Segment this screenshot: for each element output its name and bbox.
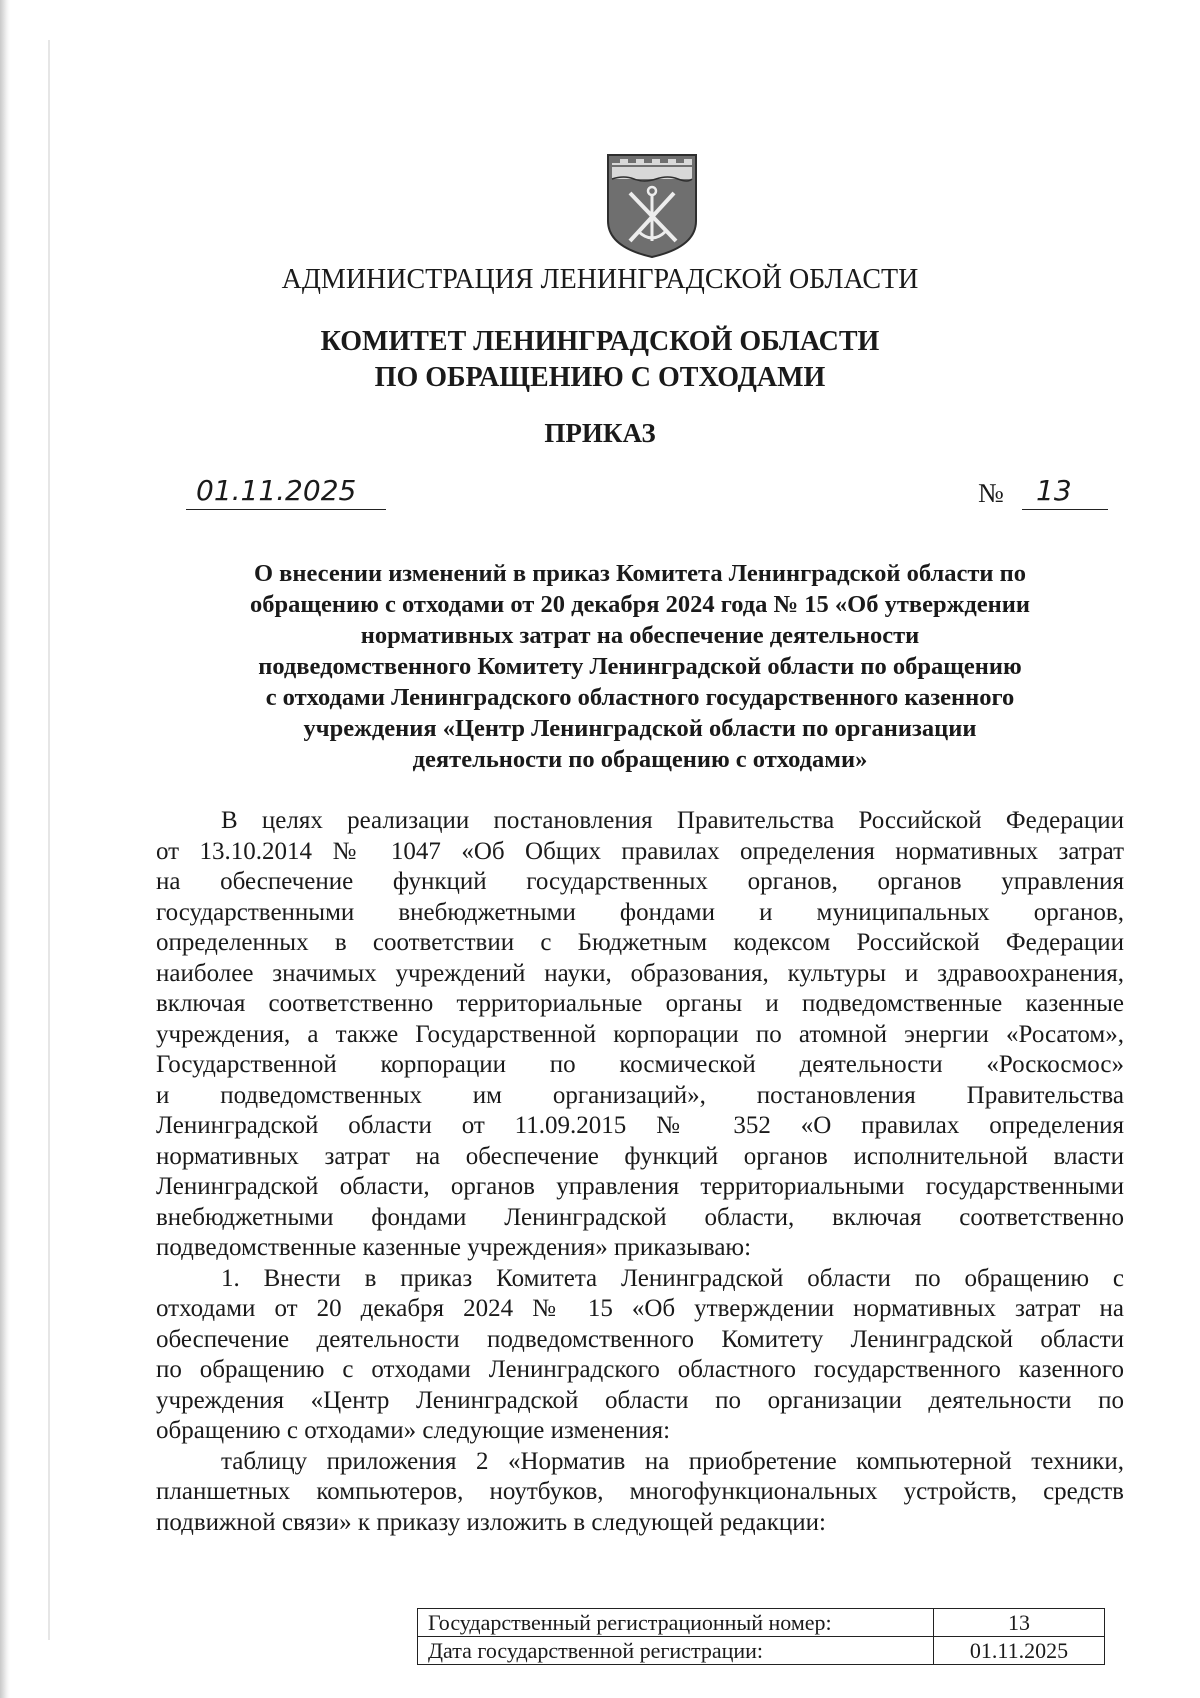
subject-line: с отходами Ленинградского областного государственного казенного	[265, 684, 1015, 711]
item-1-line: 1. Внести в приказ Комитета Ленинградской области по обращению с	[221, 1264, 1124, 1292]
order-body	[156, 806, 1124, 1538]
number-sign: №	[978, 478, 1004, 508]
body-line: Государственной корпорации по космической деятельности «Роскосмос»	[156, 1051, 1124, 1078]
subject-line: нормативных затрат на обеспечение деятельности	[360, 622, 920, 649]
body-line: учреждения, а также Государственной корпорации по атомной энергии «Росатом»,	[156, 1020, 1124, 1048]
body-line: и подведомственных им организаций», постановления Правительства	[156, 1081, 1124, 1109]
item-1-text-line: таблицу приложения 2 «Норматив на приобретение компьютерной техники,	[221, 1447, 1124, 1475]
body-line: Ленинградской области, органов управления территориальными государственными	[156, 1173, 1124, 1200]
item-1-line: отходами от 20 декабря 2024 № 15 «Об утверждении нормативных затрат на	[156, 1295, 1124, 1322]
body-line: государственными внебюджетными фондами и муниципальных органов,	[156, 898, 1124, 926]
subject-line: подведомственного Комитету Ленинградской области по обращению	[258, 653, 1022, 680]
handwritten-number: 13	[1022, 472, 1108, 510]
order-subject	[200, 558, 1080, 775]
handwritten-date: 01.11.2025	[186, 472, 386, 510]
registration-label: Дата государственной регистрации:	[418, 1637, 934, 1665]
document-type: ПРИКАЗ	[544, 418, 656, 448]
body-line: определенных в соответствии с Бюджетным кодексом Российской Федерации	[156, 929, 1124, 956]
subject-line: О внесении изменений в приказ Комитета Ленинградской области по	[253, 560, 1027, 587]
registration-value: 01.11.2025	[934, 1637, 1105, 1665]
committee-line-2: ПО ОБРАЩЕНИЮ С ОТХОДАМИ	[374, 362, 826, 393]
committee-name	[0, 324, 1200, 396]
body-line: наиболее значимых учреждений науки, образования, культуры и здравоохранения,	[156, 959, 1124, 987]
agency-name: АДМИНИСТРАЦИЯ ЛЕНИНГРАДСКОЙ ОБЛАСТИ	[281, 264, 919, 295]
item-1-line: обращению с отходами» следующие изменения:	[156, 1417, 671, 1444]
body-line: В целях реализации постановления Правительства Российской Федерации	[221, 807, 1124, 834]
subject-line: обращению с отходами от 20 декабря 2024 года № 15 «Об утверждении	[249, 591, 1031, 618]
item-1-text-line: планшетных компьютеров, ноутбуков, многофункциональных устройств, средств	[156, 1478, 1124, 1505]
coat-of-arms-icon	[604, 151, 700, 259]
subject-line: учреждения «Центр Ленинградской области по организации	[303, 715, 977, 742]
table-row	[418, 1609, 1105, 1637]
body-line: от 13.10.2014 № 1047 «Об Общих правилах определения нормативных затрат	[156, 837, 1124, 865]
item-1-line: учреждения «Центр Ленинградской области по организации деятельности по	[156, 1386, 1124, 1414]
body-line: внебюджетными фондами Ленинградской области, включая соответственно	[156, 1203, 1124, 1231]
body-line: включая соответственно территориальные органы и подведомственные казенные	[156, 990, 1124, 1017]
body-line: на обеспечение функций государственных органов, органов управления	[156, 868, 1124, 895]
table-row	[418, 1637, 1105, 1665]
committee-line-1: КОМИТЕТ ЛЕНИНГРАДСКОЙ ОБЛАСТИ	[320, 326, 880, 357]
registration-value: 13	[934, 1609, 1105, 1637]
body-line: Ленинградской области от 11.09.2015 № 352 «О правилах определения	[156, 1112, 1124, 1139]
scan-edge	[0, 0, 10, 1698]
item-1-line: обеспечение деятельности подведомственного Комитету Ленинградской области	[156, 1325, 1124, 1353]
subject-line: деятельности по обращению с отходами»	[412, 746, 868, 773]
registration-label: Государственный регистрационный номер:	[418, 1609, 934, 1637]
registration-table	[417, 1608, 1105, 1665]
body-line: нормативных затрат на обеспечение функций органов исполнительной власти	[156, 1142, 1124, 1170]
item-1-text-line: подвижной связи» к приказу изложить в следующей редакции:	[156, 1508, 826, 1536]
body-line: подведомственные казенные учреждения» приказываю:	[156, 1234, 752, 1261]
item-1-line: по обращению с отходами Ленинградского областного государственного казенного	[156, 1356, 1124, 1383]
